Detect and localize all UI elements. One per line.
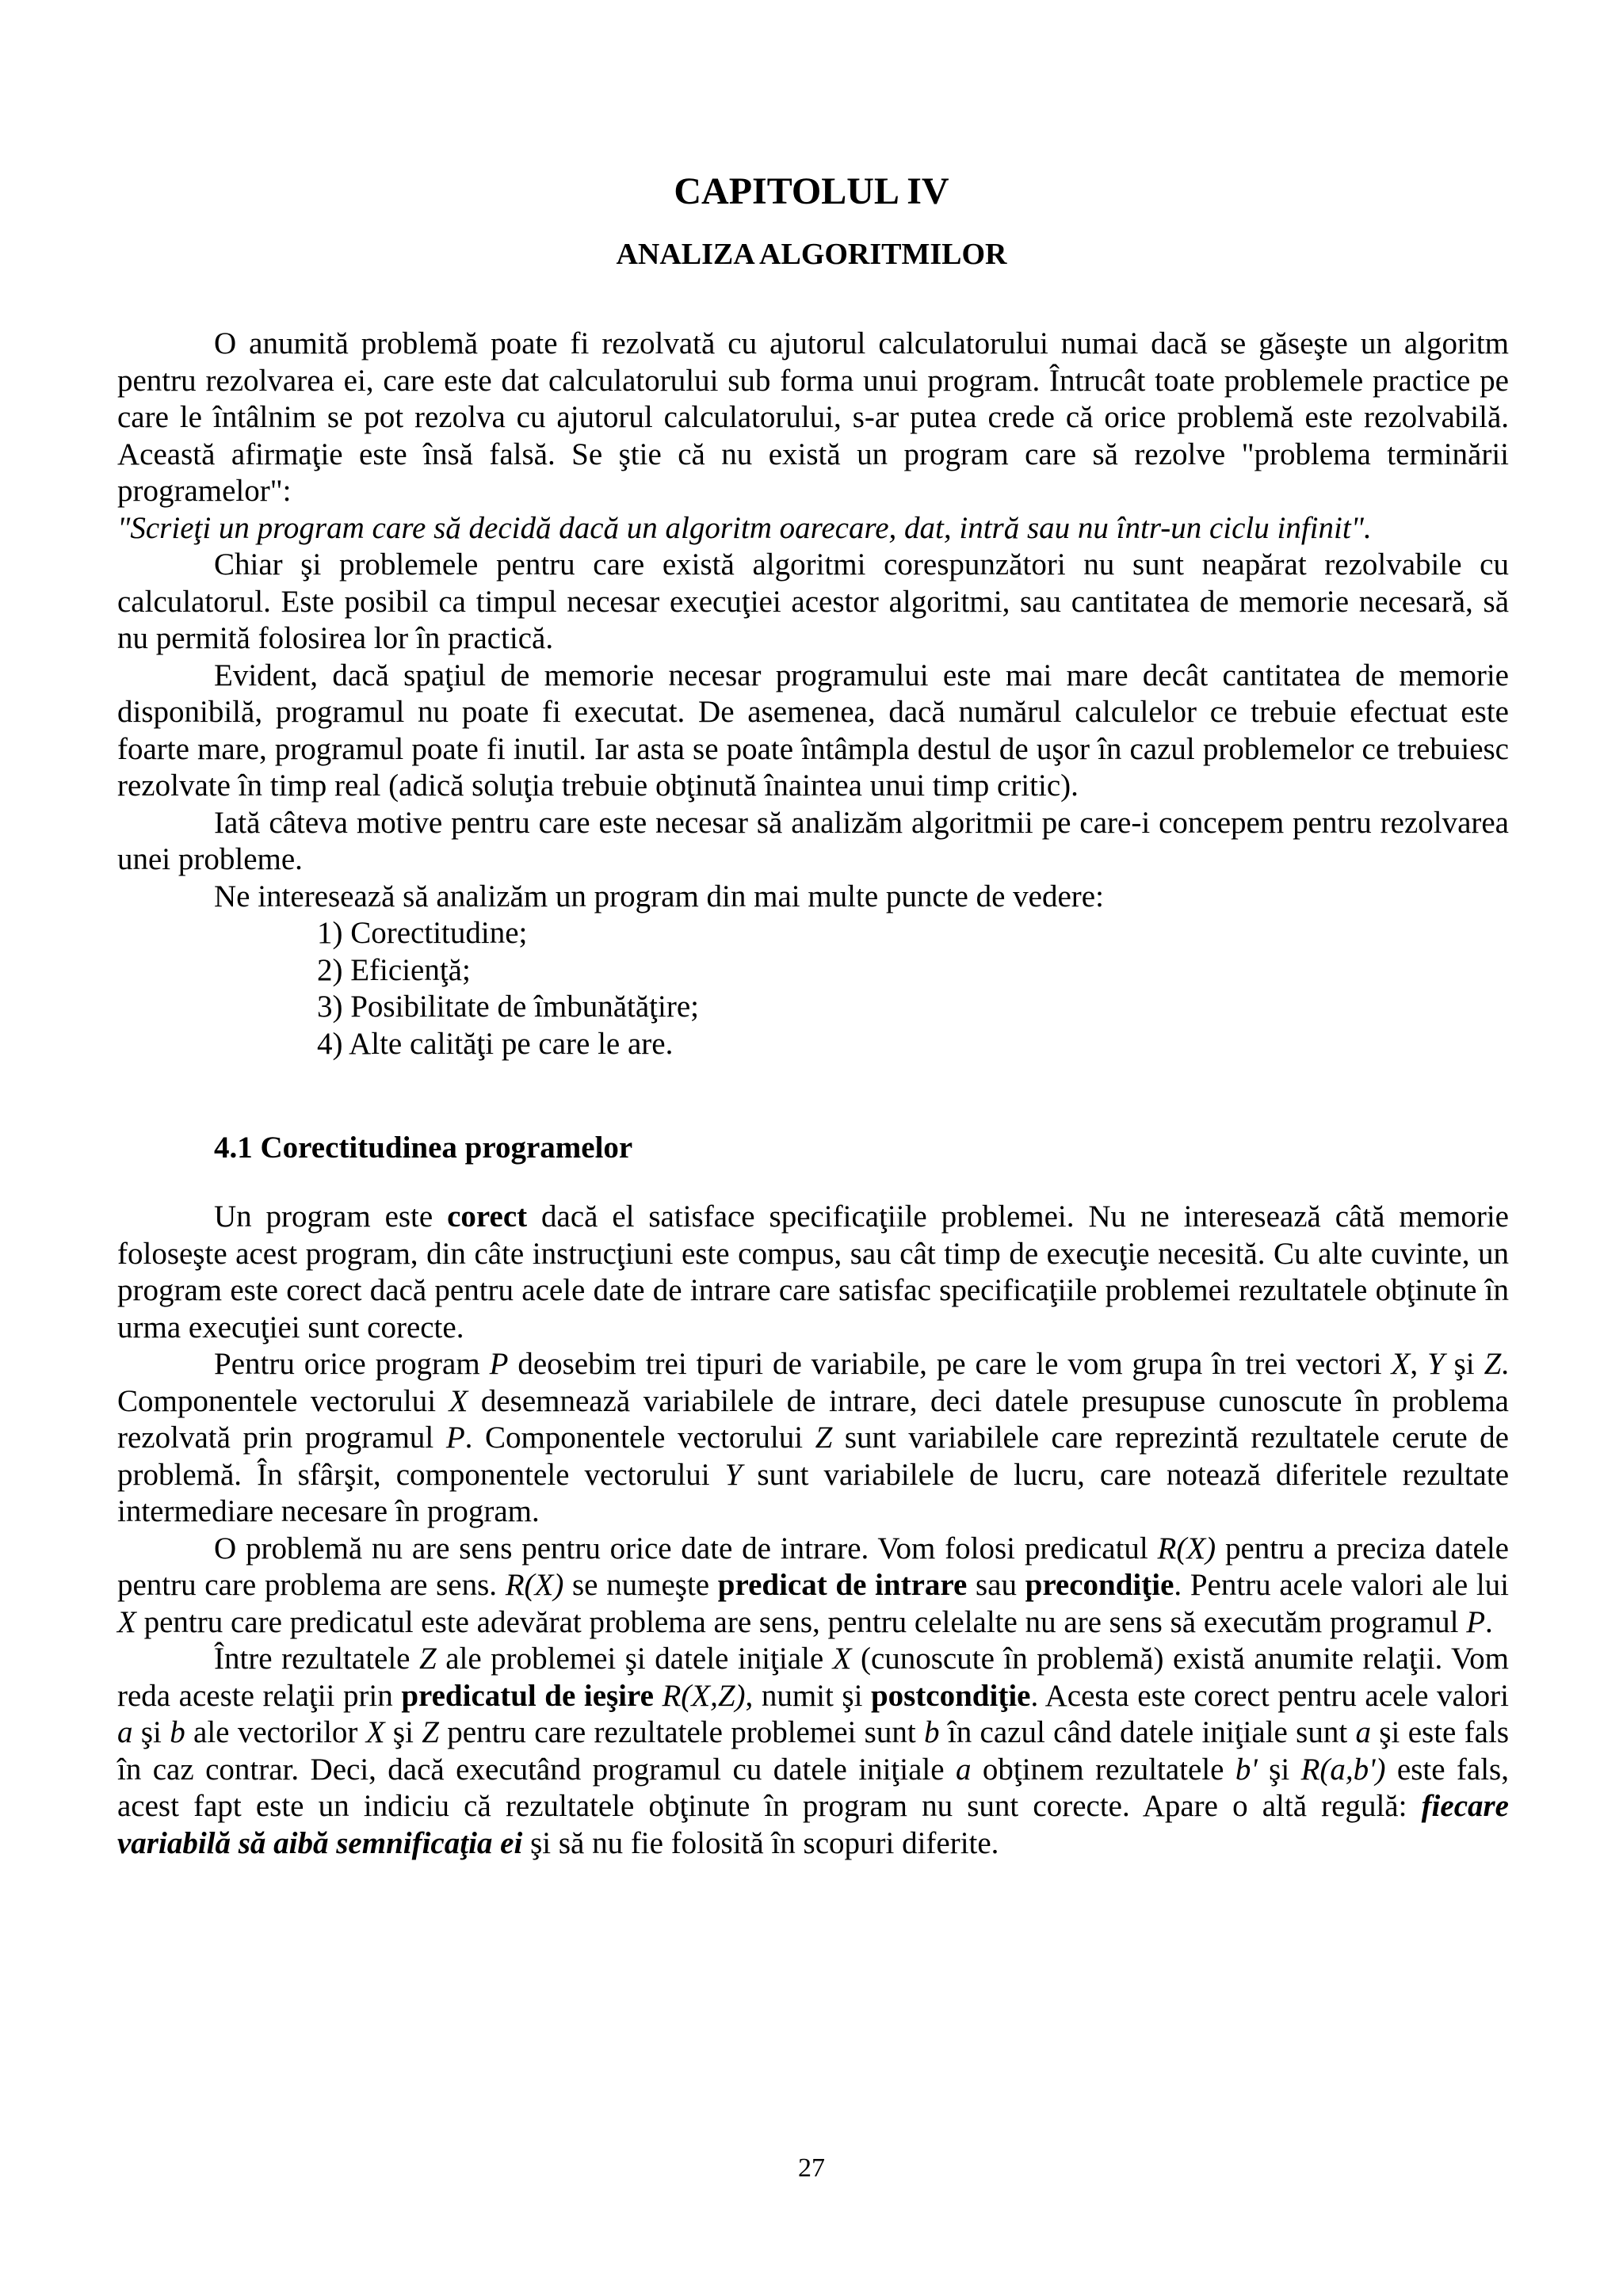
- analysis-criteria-list: [117, 915, 1509, 1062]
- list-item: 2) Eficienţă;: [317, 952, 471, 987]
- intro-paragraph-2: Chiar şi problemele pentru care există algoritmi corespunzători nu sunt neapărat rezolvabile cu calculatorul. Este posibil ca timpul necesar execuţiei acestor algoritmi, sau cantitatea de memorie necesară, să nu permită folosirea lor în practică.: [117, 547, 1509, 655]
- list-item: 1) Corectitudine;: [317, 916, 528, 950]
- intro-paragraph-5: Ne interesează să analizăm un program din mai multe puncte de vedere:: [214, 879, 1104, 913]
- chapter-title: CAPITOLUL IV: [674, 170, 949, 212]
- correctness-paragraph-2: Pentru orice program P deosebim trei tipuri de variabile, pe care le vom grupa în trei vectori X, Y şi Z. Componentele vectorului X desemnează variabilele de intrare, deci datele presupuse cunoscute în problema rezolvată prin programul P. Componentele vectorului Z sunt variabilele care reprezintă rezultatele cerute de problemă. În sfârşit, componentele vectorului Y sunt variabilele de lucru, care notează diferitele rezultate intermediare necesare în program.: [117, 1347, 1510, 1528]
- chapter-subtitle: ANALIZA ALGORITMILOR: [616, 238, 1007, 271]
- correctness-section: [117, 1199, 1509, 1862]
- intro-section: [117, 326, 1509, 1062]
- intro-paragraph-1: O anumită problemă poate fi rezolvată cu ajutorul calculatorului numai dacă se găseşte un algoritm pentru rezolvarea ei, care este dat calculatorului sub forma unui program. Întrucât toate problemele practice pe care le întâlnim se pot rezolva cu ajutorul calculatorului, s-ar putea crede că orice problemă este rezolvabilă. Această afirmaţie este însă falsă. Se ştie că nu există un program care să rezolve "problema terminării programelor":: [117, 326, 1509, 508]
- intro-paragraph-3: Evident, dacă spaţiul de memorie necesar programului este mai mare decât cantitatea de memorie disponibilă, programul nu poate fi executat. De asemenea, dacă numărul calculelor ce trebuie efectuat este foarte mare, programul poate fi inutil. Iar asta se poate întâmpla destul de uşor în cazul problemelor ce trebuiesc rezolvate în timp real (adică soluţia trebuie obţinută înaintea unui timp critic).: [117, 658, 1509, 803]
- correctness-paragraph-1: Un program este corect dacă el satisface specificaţiile problemei. Nu ne interesează câtă memorie foloseşte acest program, din câte instrucţiuni este compus, sau cât timp de execuţie necesită. Cu alte cuvinte, un program este corect dacă pentru acele date de intrare care satisfac specificaţiile problemei rezultatele obţinute în urma execuţiei sunt corecte.: [117, 1199, 1509, 1344]
- page-number: 27: [798, 2153, 825, 2183]
- intro-paragraph-4: Iată câteva motive pentru care este necesar să analizăm algoritmii pe care-i concepem pentru rezolvarea unei probleme.: [117, 805, 1509, 876]
- list-item: 4) Alte calităţi pe care le are.: [317, 1026, 674, 1061]
- correctness-paragraph-3: O problemă nu are sens pentru orice date de intrare. Vom folosi predicatul R(X) pentru a preciza datele pentru care problema are sens. R(X) se numeşte predicat de intrare sau precondiţie. Pentru acele valori ale lui X pentru care predicatul este adevărat problema are sens, pentru celelalte nu are sens să executăm programul P.: [117, 1531, 1509, 1639]
- correctness-paragraph-4: Între rezultatele Z ale problemei şi datele iniţiale X (cunoscute în problemă) există anumite relaţii. Vom reda aceste relaţii prin predicatul de ieşire R(X,Z), numit şi postcondiţie. Acesta este corect pentru acele valori a şi b ale vectorilor X şi Z pentru care rezultatele problemei sunt b în cazul când datele iniţiale sunt a şi este fals în caz contrar. Deci, dacă executând programul cu datele iniţiale a obţinem rezultatele b' şi R(a,b') este fals, acest fapt este un indiciu că rezultatele obţinute în program nu sunt corecte. Apare o altă regulă: fiecare variabilă să aibă semnificaţia ei şi să nu fie folosită în scopuri diferite.: [117, 1642, 1510, 1860]
- list-item: 3) Posibilitate de îmbunătăţire;: [317, 990, 699, 1024]
- halting-problem-quote: "Scrieţi un program care să decidă dacă un algoritm oarecare, dat, intră sau nu într-un ciclu infinit".: [117, 510, 1372, 545]
- section-heading: 4.1 Corectitudinea programelor: [214, 1131, 633, 1165]
